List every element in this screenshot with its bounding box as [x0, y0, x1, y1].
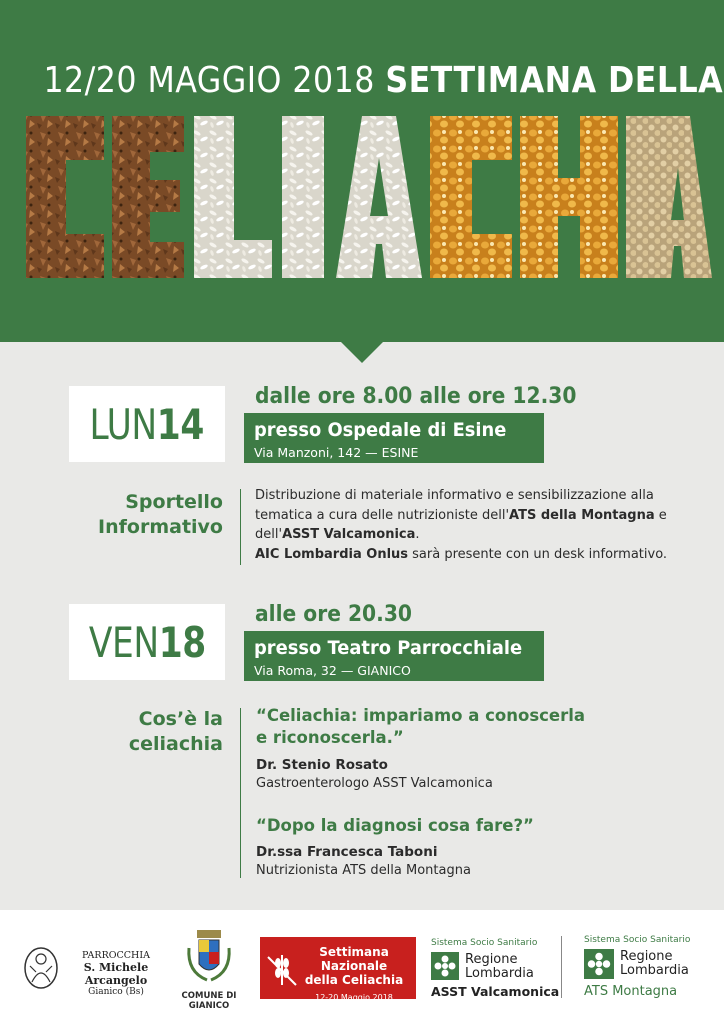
talk1-title	[256, 705, 696, 749]
rl2-name-line2: Lombardia	[620, 963, 689, 978]
desc-line: Distribuzione di materiale informativo e sensibilizzazione alla	[255, 488, 654, 503]
rl2-sub: ATS Montagna	[584, 984, 678, 999]
header-arrow	[340, 341, 384, 363]
weekday: VEN	[88, 617, 159, 667]
asst-valcamonica-strong: ASST Valcamonica	[282, 527, 416, 542]
comune-crest-icon	[183, 928, 235, 990]
desc-line: dell'ASST Valcamonica.	[255, 527, 420, 542]
rl1-sub: ASST Valcamonica	[431, 984, 560, 999]
comune-line1: COMUNE DI	[181, 991, 237, 1001]
day-number: 14	[157, 399, 205, 449]
event2-location	[244, 631, 544, 681]
settimana-nazionale-logo	[260, 937, 416, 1002]
snc-line1: Settimana Nazionale	[319, 945, 389, 973]
event1-location	[244, 413, 544, 463]
event2-place-name: presso Teatro Parrocchiale	[254, 637, 523, 659]
divider-line	[240, 708, 241, 878]
event1-label-line2: Informativo	[98, 516, 223, 538]
parrocchia-emblem-icon	[22, 946, 60, 990]
day-number: 18	[158, 617, 206, 667]
rl2-name-line1: Regione	[620, 949, 673, 964]
event1-label-line1: Sportello	[125, 491, 223, 513]
event2-label-line2: celiachia	[128, 733, 223, 755]
snc-line3: 12-20 Maggio 2018	[315, 993, 393, 1002]
day-label	[89, 618, 206, 667]
day-badge-lun14	[69, 386, 225, 462]
comune-line2: GIANICO	[188, 1001, 230, 1011]
parrocchia-logo	[60, 950, 172, 997]
parrocchia-line1: PARROCCHIA	[82, 950, 150, 961]
event2-label-line1: Cos’è la	[138, 708, 223, 730]
event1-label	[60, 490, 223, 540]
speaker1-name: Dr. Stenio Rosato	[256, 757, 388, 773]
rl2-name	[620, 950, 689, 978]
aic-lombardia-strong: AIC Lombardia Onlus	[255, 546, 409, 562]
speaker2-name: Dr.ssa Francesca Taboni	[256, 844, 438, 860]
event1-place-address: Via Manzoni, 142 — ESINE	[254, 445, 419, 460]
desc-line: AIC Lombardia Onlus sarà presente con un desk informativo.	[255, 546, 668, 562]
snc-line2: della Celiachia	[304, 973, 404, 987]
event1-place-name: presso Ospedale di Esine	[254, 419, 507, 441]
celiachia-grain-lettering	[0, 112, 724, 282]
date-range: 12/20 MAGGIO 2018	[43, 60, 375, 101]
rl1-name	[465, 953, 534, 981]
parrocchia-line2: S. Michele Arcangelo	[83, 961, 149, 987]
rl1-name-line2: Lombardia	[465, 966, 534, 981]
divider-line	[240, 489, 241, 565]
rl1-system-label: Sistema Socio Sanitario	[431, 938, 538, 948]
speaker2-role: Nutrizionista ATS della Montagna	[256, 863, 471, 878]
event1-time: dalle ore 8.00 alle ore 12.30	[255, 384, 577, 409]
desc-line: tematica a cura delle nutrizioniste dell'ATS della Montagna e	[255, 507, 667, 523]
speaker1-role: Gastroenterologo ASST Valcamonica	[256, 776, 493, 791]
header-title	[43, 60, 724, 101]
day-label	[90, 400, 204, 449]
event2-place-address: Via Roma, 32 — GIANICO	[254, 663, 411, 678]
title-text: SETTIMANA DELLA	[385, 60, 724, 101]
parrocchia-line3: Gianico (Bs)	[88, 987, 144, 997]
regione-lombardia-cross-icon	[431, 952, 459, 980]
ats-montagna-strong: ATS della Montagna	[509, 507, 655, 523]
talk1-title-line1: “Celiachia: impariamo a conoscerla	[256, 706, 586, 725]
rl1-name-line1: Regione	[465, 952, 518, 967]
talk1-title-line2: e riconoscerla.”	[256, 728, 404, 747]
event2-time: alle ore 20.30	[255, 602, 412, 627]
event2-label	[60, 707, 223, 757]
footer-divider	[561, 936, 562, 998]
big-word-text: CELIACHIA	[359, 212, 365, 213]
rl2-system-label: Sistema Socio Sanitario	[584, 935, 691, 945]
talk2-title: “Dopo la diagnosi cosa fare?”	[256, 816, 534, 835]
wheat-crossed-icon	[266, 951, 298, 989]
header-banner	[0, 0, 724, 342]
comune-label	[176, 991, 242, 1011]
day-badge-ven18	[69, 604, 225, 680]
event1-description	[255, 486, 695, 564]
weekday: LUN	[89, 399, 158, 449]
regione-lombardia-cross-icon	[584, 949, 614, 979]
